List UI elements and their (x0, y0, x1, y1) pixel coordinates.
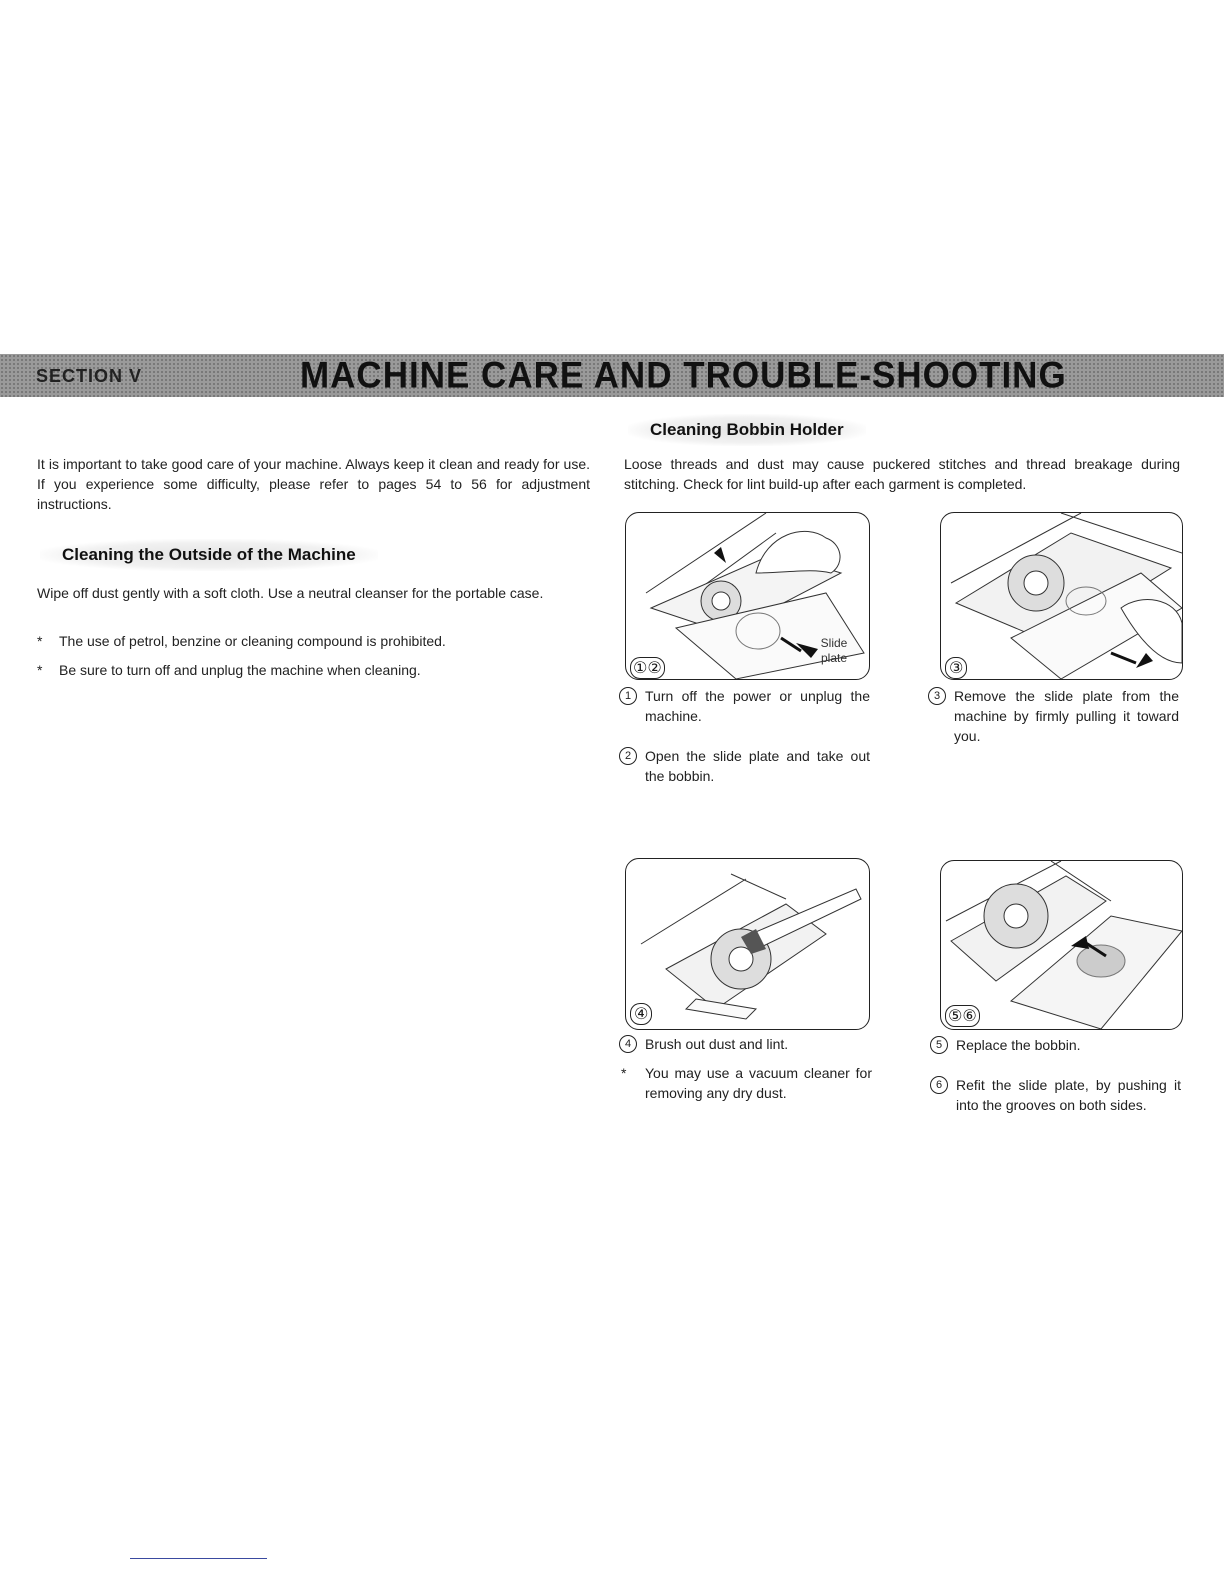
intro-paragraph: It is important to take good care of your machine. Always keep it clean and ready for use. If you experience some difficulty, please refer to pages 54 to 56 for adjustment instructions. (37, 456, 590, 512)
vacuum-note (621, 1063, 872, 1103)
note-text: The use of petrol, benzine or cleaning compound is prohibited. (59, 633, 446, 649)
figure-label: ④ (630, 1003, 652, 1025)
note-text: You may use a vacuum cleaner for removing any dry dust. (645, 1065, 872, 1101)
step-text: Turn off the power or unplug the machine. (645, 688, 870, 724)
step-number: 3 (928, 687, 946, 705)
figure-replace-bobbin (940, 860, 1183, 1030)
step-text: Refit the slide plate, by pushing it into the grooves on both sides. (956, 1077, 1181, 1113)
step-6 (930, 1075, 1181, 1115)
illustration-replace-bobbin (941, 861, 1182, 1029)
section-banner (0, 354, 1224, 397)
outside-note-2 (37, 660, 590, 680)
figure-label: ⑤⑥ (945, 1005, 980, 1027)
bullet-star: * (37, 633, 43, 649)
step-4 (619, 1034, 870, 1054)
bobbin-heading: Cleaning Bobbin Holder (628, 414, 866, 446)
illustration-remove-slide-plate (941, 513, 1182, 679)
note-text: Be sure to turn off and unplug the machine when cleaning. (59, 662, 421, 678)
step-text: Replace the bobbin. (956, 1037, 1081, 1053)
bobbin-paragraph: Loose threads and dust may cause puckered stitches and thread breakage during stitching. Check for lint build-up after each garment is completed. (624, 456, 1180, 492)
outside-heading: Cleaning the Outside of the Machine (40, 539, 378, 571)
step-text: Brush out dust and lint. (645, 1036, 789, 1052)
step-1 (619, 686, 870, 726)
step-number: 6 (930, 1076, 948, 1094)
step-number: 2 (619, 747, 637, 765)
step-2 (619, 746, 870, 786)
step-5 (930, 1035, 1181, 1055)
outside-paragraph: Wipe off dust gently with a soft cloth. Use a neutral cleanser for the portable case. (37, 585, 544, 601)
illustration-brush-out-dust (626, 859, 869, 1029)
section-label: SECTION V (36, 366, 143, 386)
step-3 (928, 686, 1179, 746)
figure-remove-slide-plate (940, 512, 1183, 680)
figure-open-slide-plate (625, 512, 870, 680)
step-number: 5 (930, 1036, 948, 1054)
figure-label: ①② (630, 657, 665, 679)
step-text: Remove the slide plate from the machine by firmly pulling it toward you. (954, 688, 1179, 744)
bullet-star: * (37, 662, 43, 678)
bullet-star: * (621, 1065, 627, 1081)
slide-plate-callout (810, 636, 858, 666)
footer-rule (130, 1558, 267, 1559)
outside-note-1 (37, 631, 590, 651)
step-number: 4 (619, 1035, 637, 1053)
step-text: Open the slide plate and take out the bobbin. (645, 748, 870, 784)
step-number: 1 (619, 687, 637, 705)
page-title: MACHINE CARE AND TROUBLE-SHOOTING (300, 355, 1067, 396)
callout-line-1: Slide (820, 636, 848, 650)
callout-line-2: plate (820, 651, 848, 665)
figure-label: ③ (945, 657, 967, 679)
figure-brush-out-dust (625, 858, 870, 1030)
